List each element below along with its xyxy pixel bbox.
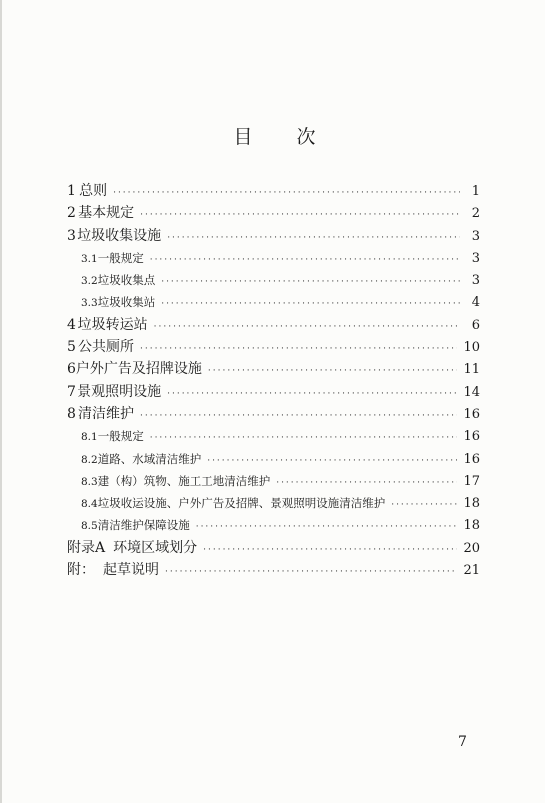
toc-entry[interactable] xyxy=(67,180,480,202)
toc-entry-page: 11 xyxy=(463,362,480,378)
toc-entry-page: 2 xyxy=(471,206,480,222)
toc-entry-number: 4 xyxy=(67,316,76,333)
toc-entry-number: 8.1 xyxy=(81,431,98,444)
toc-entry-number: 8.5 xyxy=(81,520,98,533)
toc-entry-page: 20 xyxy=(463,540,480,556)
toc-entry[interactable] xyxy=(67,358,480,380)
toc-leader-dots xyxy=(196,516,458,538)
toc-entry-title: 景观照明设施 xyxy=(77,383,162,400)
toc-leader-dots xyxy=(207,450,457,472)
toc-entry[interactable] xyxy=(67,537,480,559)
toc-leader-dots xyxy=(208,360,458,382)
toc-entry-title: 户外广告及招牌设施 xyxy=(75,361,202,378)
table-of-contents xyxy=(67,180,480,581)
toc-entry[interactable] xyxy=(67,559,480,581)
toc-entry-title: 一般规定 xyxy=(97,429,144,444)
toc-entry-number: 8 xyxy=(67,405,76,422)
toc-entry-title: 建（构）筑物、施工工地清洁维护 xyxy=(97,473,271,488)
toc-leader-dots xyxy=(203,539,457,561)
toc-entry-page: 16 xyxy=(463,429,480,445)
toc-entry-number: 2 xyxy=(67,205,76,222)
toc-entry[interactable] xyxy=(67,336,480,358)
toc-leader-dots xyxy=(167,383,457,405)
toc-entry-page: 18 xyxy=(463,518,480,534)
toc-leader-dots xyxy=(276,472,457,494)
toc-entry-title: 总则 xyxy=(79,183,108,199)
toc-entry[interactable] xyxy=(67,470,480,492)
toc-entry-number: 7 xyxy=(67,383,76,400)
toc-entry-title: 一般规定 xyxy=(97,250,144,265)
toc-leader-dots xyxy=(140,405,457,427)
toc-entry-page: 14 xyxy=(463,384,480,400)
toc-entry-title: 公共厕所 xyxy=(78,339,135,356)
toc-leader-dots xyxy=(140,338,457,360)
title-char-1: 目 xyxy=(233,126,253,148)
toc-entry-title: 清洁维护 xyxy=(78,405,135,422)
toc-entry-number: 3.1 xyxy=(81,252,98,265)
toc-entry[interactable] xyxy=(67,403,480,425)
page-title xyxy=(2,122,545,149)
toc-entry[interactable] xyxy=(67,381,480,403)
toc-entry-number: 8.2 xyxy=(81,453,98,466)
toc-entry-number: 3.2 xyxy=(81,275,98,288)
toc-entry-title: 清洁维护保障设施 xyxy=(97,518,190,533)
toc-leader-dots xyxy=(161,271,460,293)
toc-entry-page: 17 xyxy=(463,473,480,489)
toc-entry[interactable] xyxy=(67,291,480,313)
toc-entry[interactable] xyxy=(67,314,480,336)
toc-entry-page: 3 xyxy=(471,228,480,244)
page-number: 7 xyxy=(458,734,467,750)
toc-entry[interactable] xyxy=(67,269,480,291)
toc-entry-page: 1 xyxy=(471,184,480,199)
toc-leader-dots xyxy=(167,227,460,249)
toc-entry-page: 4 xyxy=(471,295,480,311)
toc-entry-page: 16 xyxy=(463,451,480,467)
toc-entry[interactable] xyxy=(67,225,480,247)
toc-leader-dots xyxy=(165,561,457,583)
toc-leader-dots xyxy=(391,494,457,516)
toc-leader-dots xyxy=(113,182,460,204)
toc-leader-dots xyxy=(150,249,460,271)
toc-entry-title: 环境区域划分 xyxy=(113,539,198,556)
toc-entry[interactable] xyxy=(67,448,480,470)
toc-entry-number: 8.4 xyxy=(81,498,98,511)
toc-entry-page: 10 xyxy=(463,340,480,356)
toc-entry-number: 1 xyxy=(67,183,76,199)
toc-entry-number: 8.3 xyxy=(81,475,98,488)
toc-entry-title: 垃圾收集设施 xyxy=(77,227,162,244)
toc-leader-dots xyxy=(154,316,460,338)
toc-entry-title: 垃圾转运站 xyxy=(77,316,148,333)
toc-entry-number: 3 xyxy=(67,227,76,244)
toc-leader-dots xyxy=(140,204,460,226)
toc-leader-dots xyxy=(150,427,458,449)
toc-entry[interactable] xyxy=(67,492,480,514)
toc-entry-number: 附： xyxy=(67,562,95,579)
toc-entry-page: 21 xyxy=(463,563,480,579)
toc-entry-title: 垃圾收集点 xyxy=(97,273,156,288)
toc-entry-title: 垃圾收集站 xyxy=(97,295,156,310)
toc-entry-title: 起草说明 xyxy=(103,562,159,579)
toc-entry[interactable] xyxy=(67,425,480,447)
toc-entry-title: 道路、水域清洁维护 xyxy=(97,451,202,466)
toc-entry-page: 6 xyxy=(471,317,480,333)
toc-entry[interactable] xyxy=(67,247,480,269)
toc-entry-title: 基本规定 xyxy=(78,205,135,222)
toc-entry[interactable] xyxy=(67,202,480,224)
toc-entry-number: 3.3 xyxy=(81,297,98,310)
toc-entry-page: 16 xyxy=(463,406,480,422)
toc-entry[interactable] xyxy=(67,514,480,536)
toc-entry-page: 18 xyxy=(463,496,480,512)
toc-entry-number: 6 xyxy=(67,361,76,378)
toc-entry-number: 附录A xyxy=(67,539,106,556)
toc-leader-dots xyxy=(161,293,460,315)
toc-entry-page: 3 xyxy=(471,250,480,266)
toc-entry-page: 3 xyxy=(471,273,480,289)
toc-entry-number: 5 xyxy=(67,339,76,356)
title-char-2: 次 xyxy=(296,126,316,148)
toc-entry-title: 垃圾收运设施、户外广告及招牌、景观照明设施清洁维护 xyxy=(97,496,386,511)
